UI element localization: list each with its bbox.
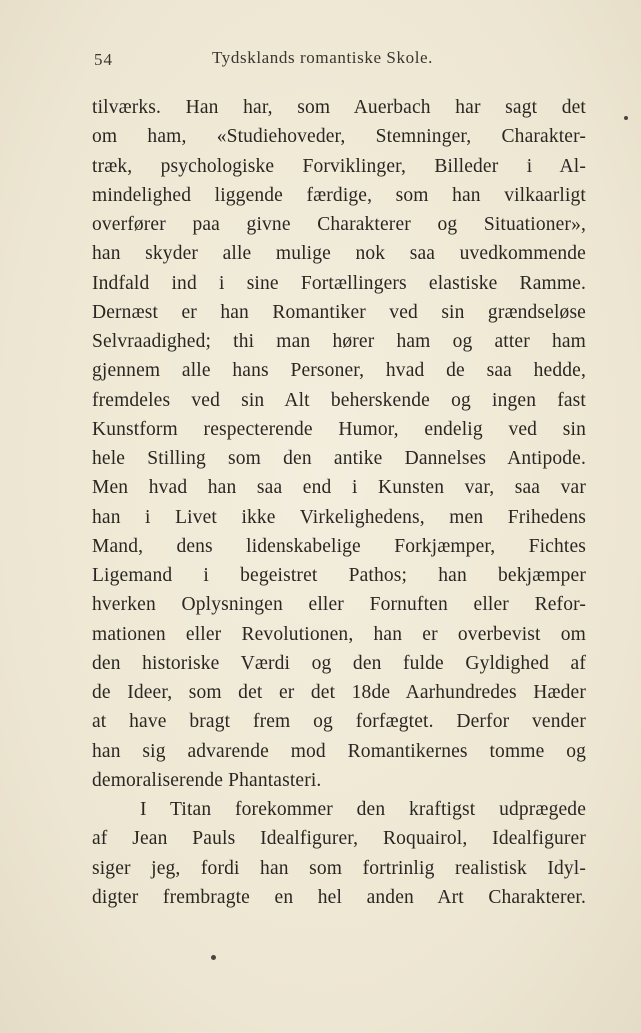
text-line: af Jean Pauls Idealfigurer, Roquairol, Idealfigurer bbox=[92, 828, 586, 850]
text-line: mationen eller Revolutionen, han er overbevist om bbox=[92, 623, 586, 645]
body-text bbox=[92, 93, 586, 912]
text-line: mindelighed liggende færdige, som han vilkaarligt bbox=[92, 184, 586, 206]
text-line: Indfald ind i sine Fortællingers elastiske Ramme. bbox=[92, 272, 586, 294]
text-line: de Ideer, som det er det 18de Aarhundredes Hæder bbox=[92, 682, 586, 703]
page-number: 54 bbox=[94, 50, 113, 69]
text-line: træk, psychologiske Forviklinger, Billeder i Al- bbox=[92, 155, 586, 177]
margin-speck bbox=[624, 116, 628, 120]
text-line: I Titan forekommer den kraftigst udprægede bbox=[140, 799, 586, 820]
text-line: den historiske Værdi og den fulde Gyldighed af bbox=[92, 652, 586, 674]
text-line: digter frembragte en hel anden Art Charakterer. bbox=[92, 886, 586, 908]
text-line: gjennem alle hans Personer, hvad de saa hedde, bbox=[92, 360, 586, 382]
text-line: hverken Oplysningen eller Fornuften eller Refor- bbox=[92, 594, 586, 616]
text-line: han sig advarende mod Romantikernes tomme og bbox=[92, 740, 586, 762]
text-line: overfører paa givne Charakterer og Situationer», bbox=[92, 214, 586, 235]
running-head bbox=[92, 48, 586, 74]
text-line: fremdeles ved sin Alt beherskende og ingen fast bbox=[92, 389, 586, 411]
text-line: Dernæst er han Romantiker ved sin grændseløse bbox=[92, 301, 586, 323]
text-line: tilværks. Han har, som Auerbach har sagt det bbox=[92, 97, 586, 118]
text-line: Kunstform respecterende Humor, endelig ved sin bbox=[92, 418, 586, 440]
text-line: at have bragt frem og forfægtet. Derfor vender bbox=[92, 711, 586, 733]
text-line: Mand, dens lidenskabelige Forkjæmper, Fichtes bbox=[92, 535, 586, 557]
text-line: hele Stilling som den antike Dannelses Antipode. bbox=[92, 448, 586, 469]
text-line: han i Livet ikke Virkelighedens, men Frihedens bbox=[92, 506, 586, 528]
text-line: Ligemand i begeistret Pathos; han bekjæmper bbox=[92, 565, 586, 586]
text-line: han skyder alle mulige nok saa uvedkommende bbox=[92, 243, 586, 265]
text-line: siger jeg, fordi han som fortrinlig realistisk Idyl- bbox=[92, 857, 586, 879]
bottom-speck bbox=[211, 955, 216, 960]
text-line: Men hvad han saa end i Kunsten var, saa var bbox=[92, 477, 586, 499]
text-line: om ham, «Studiehoveder, Stemninger, Charakter- bbox=[92, 126, 586, 148]
text-line: demoraliserende Phantasteri. bbox=[92, 769, 322, 791]
running-title: Tydsklands romantiske Skole. bbox=[212, 48, 434, 67]
text-line: Selvraadighed; thi man hører ham og atter ham bbox=[92, 331, 586, 352]
